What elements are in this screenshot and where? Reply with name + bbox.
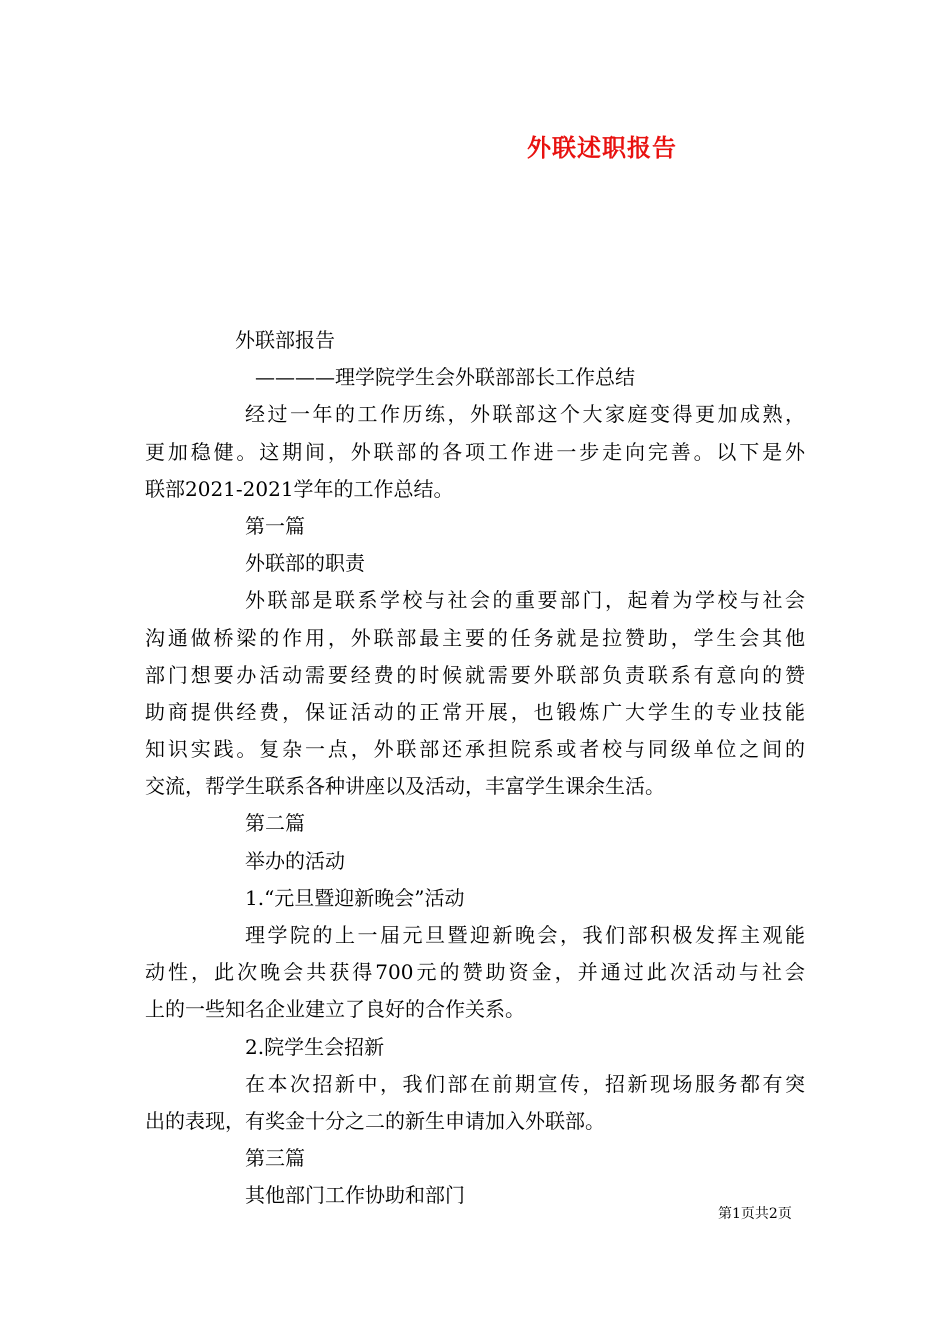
paragraph-line: 助商提供经费，保证活动的正常开展，也锻炼广大学生的专业技能 [145,699,805,724]
paragraph-line: 出的表现，有奖金十分之二的新生申请加入外联部。 [145,1108,605,1133]
paragraph-line: 交流，帮学生联系各种讲座以及活动，丰富学生课余生活。 [145,774,665,799]
paragraph-line: 外联部是联系学校与社会的重要部门，起着为学校与社会 [245,588,805,613]
paragraph-line: 动性，此次晚会共获得700元的赞助资金，并通过此次活动与社会 [145,960,805,985]
paragraph-line: 沟通做桥梁的作用，外联部最主要的任务就是拉赞助，学生会其他 [145,625,805,650]
section-label: 第一篇 [245,513,305,538]
paragraph-line: 联部2021-2021学年的工作总结。 [145,476,454,501]
paragraph-line: 理学院的上一届元旦暨迎新晚会，我们部积极发挥主观能 [245,923,805,947]
activity-title: 1.“元旦暨迎新晚会”活动 [245,885,465,910]
section-label: 第三篇 [245,1146,305,1171]
paragraph-line: 经过一年的工作历练，外联部这个大家庭变得更加成熟， [245,402,805,427]
section-title: 举办的活动 [245,848,345,873]
section-label: 第二篇 [245,811,305,836]
paragraph-line: 更加稳健。这期间，外联部的各项工作进一步走向完善。以下是外 [145,439,805,464]
report-subheading: ————理学院学生会外联部部长工作总结 [255,365,635,390]
paragraph-line: 上的一些知名企业建立了良好的合作关系。 [145,997,525,1022]
paragraph-line: 在本次招新中，我们部在前期宣传，招新现场服务都有突 [245,1071,805,1096]
document-body [145,322,805,1215]
paragraph-line: 知识实践。复杂一点，外联部还承担院系或者校与同级单位之间的 [145,737,805,762]
paragraph-line: 部门想要办活动需要经费的时候就需要外联部负责联系有意向的赞 [145,662,805,687]
activity-title: 2.院学生会招新 [245,1034,385,1059]
section-title: 外联部的职责 [245,551,365,576]
document-title: 外联述职报告 [527,133,677,162]
page-footer: 第1页共2页 [718,1206,792,1222]
section-title: 其他部门工作协助和部门 [245,1183,465,1208]
report-heading: 外联部报告 [235,328,335,352]
